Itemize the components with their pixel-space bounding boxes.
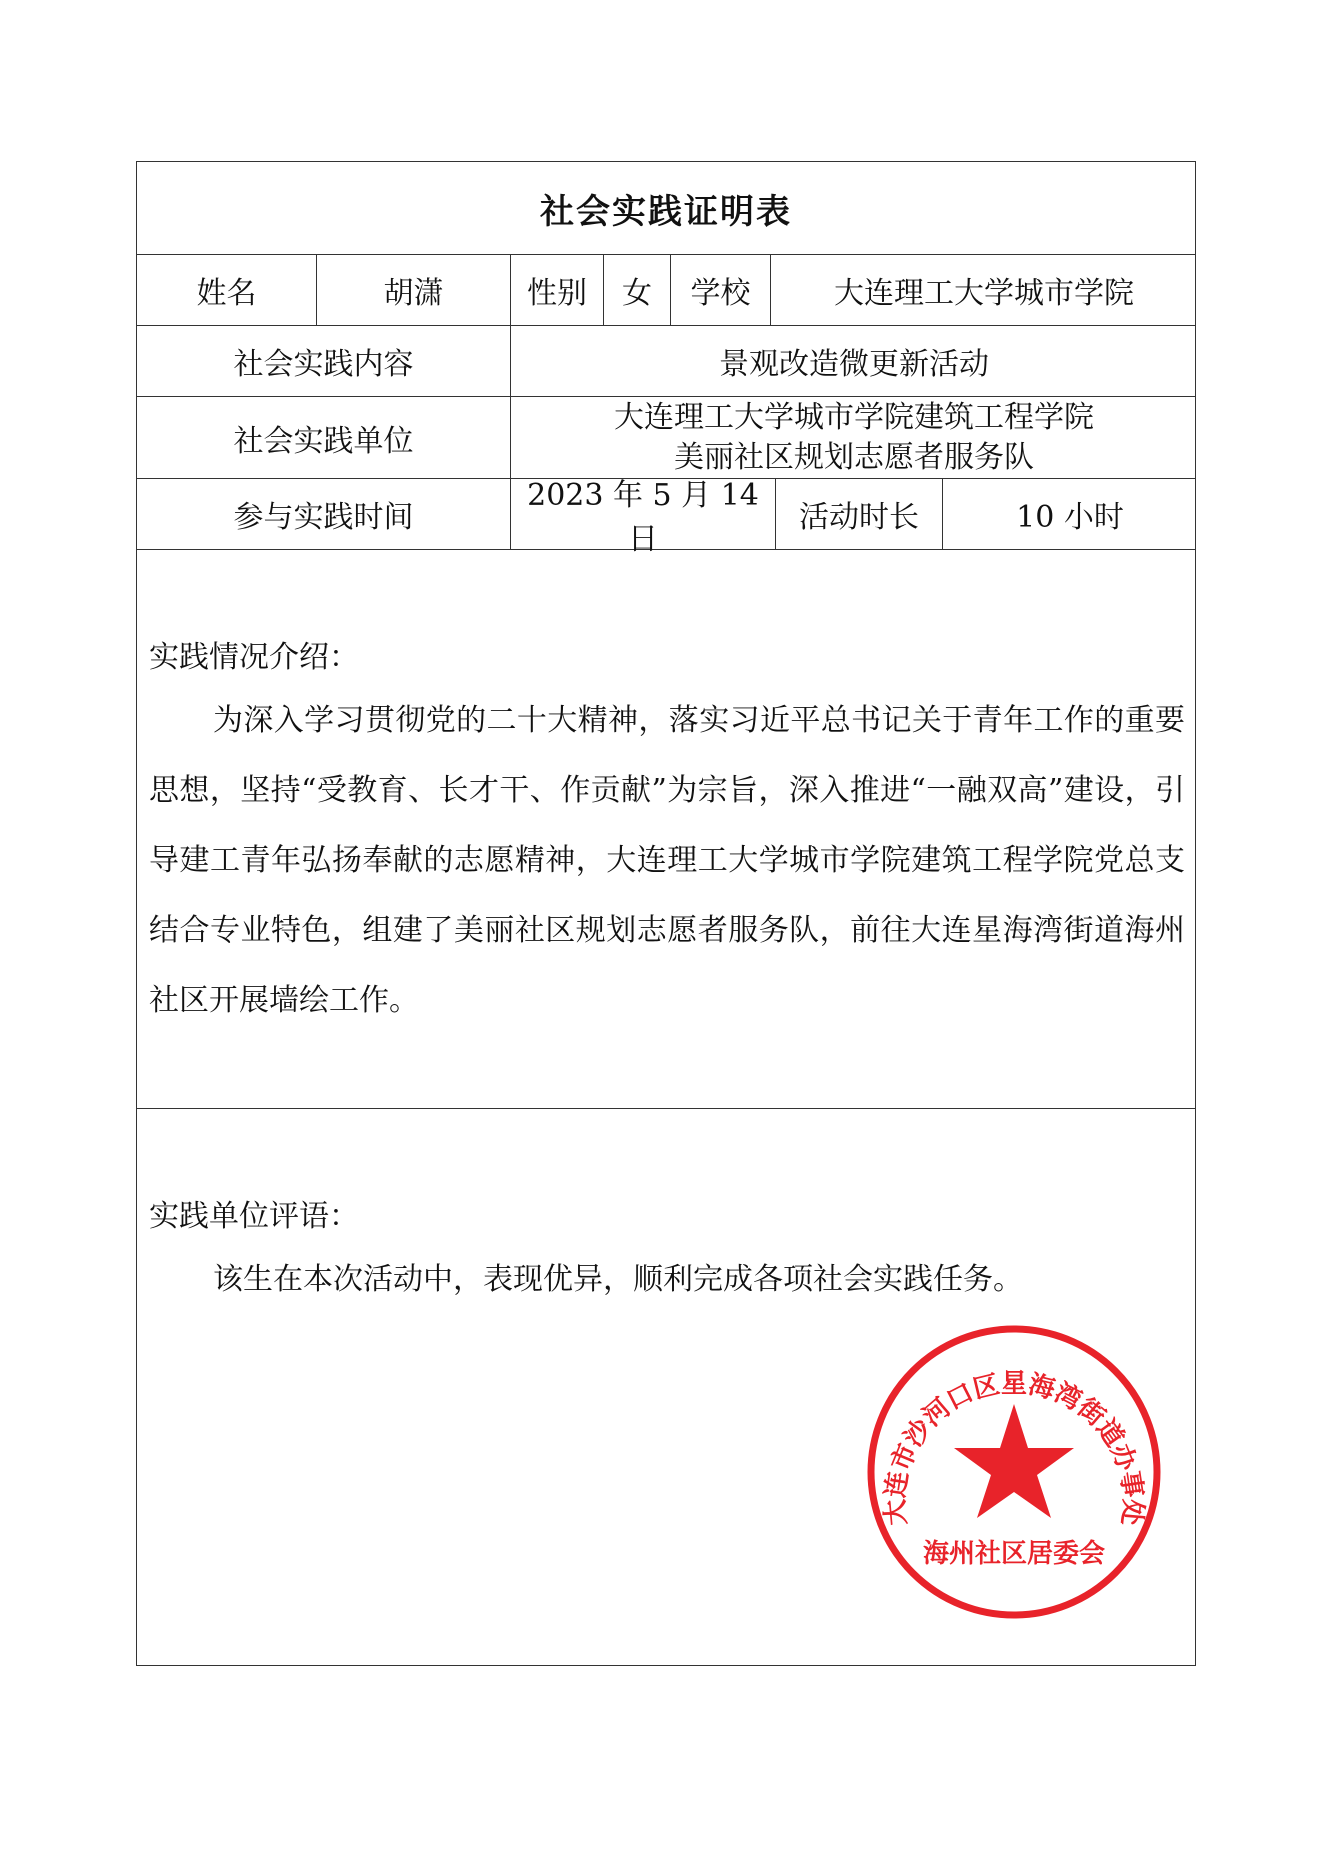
date-value: 2023 年 5 月 14 日 xyxy=(510,479,775,549)
official-seal xyxy=(864,1324,1164,1620)
duration-value: 10 小时 xyxy=(942,479,1197,549)
seal-ring-text: 大连市沙河口区星海湾街道办事处 xyxy=(880,1369,1148,1527)
unit-value xyxy=(510,397,1197,478)
unit-value-line2: 美丽社区规划志愿者服务队 xyxy=(674,439,1034,475)
evaluation-text: 该生在本次活动中，表现优异，顺利完成各项社会实践任务。 xyxy=(213,1262,1023,1297)
unit-row xyxy=(137,397,1195,479)
content-row xyxy=(137,326,1195,397)
time-row xyxy=(137,478,1195,557)
evaluation-label: 实践单位评语： xyxy=(149,1199,359,1234)
school-value: 大连理工大学城市学院 xyxy=(770,255,1197,325)
gender-label: 性别 xyxy=(510,255,603,325)
time-label: 参与实践时间 xyxy=(233,500,414,535)
name-value: 胡潇 xyxy=(316,255,510,325)
seal-star-icon xyxy=(954,1404,1074,1518)
unit-value-line1: 大连理工大学城市学院建筑工程学院 xyxy=(614,399,1094,435)
introduction-section xyxy=(137,550,1195,1109)
unit-label: 社会实践单位 xyxy=(233,423,414,459)
seal-center-text: 海州社区居委会 xyxy=(922,1539,1106,1568)
form-title: 社会实践证明表 xyxy=(540,191,792,232)
content-value: 景观改造微更新活动 xyxy=(510,326,1197,396)
gender-value: 女 xyxy=(603,255,670,325)
duration-label: 活动时长 xyxy=(775,479,942,549)
introduction-text: 为深入学习贯彻党的二十大精神，落实习近平总书记关于青年工作的重要思想，坚持“受教育、长才干、作贡献”为宗旨，深入推进“一融双高”建设，引导建工青年弘扬奉献的志愿精神，大连理工大学城市学院建筑工程学院党总支结合专业特色，组建了美丽社区规划志愿者服务队，前往大连星海湾街道海州社区开展墙绘工作。 xyxy=(149,703,1185,1018)
name-label: 姓名 xyxy=(196,276,257,311)
school-label: 学校 xyxy=(670,255,770,325)
title-row xyxy=(137,162,1195,255)
content-label: 社会实践内容 xyxy=(233,347,414,382)
introduction-label: 实践情况介绍： xyxy=(149,640,359,675)
name-row xyxy=(137,255,1195,326)
